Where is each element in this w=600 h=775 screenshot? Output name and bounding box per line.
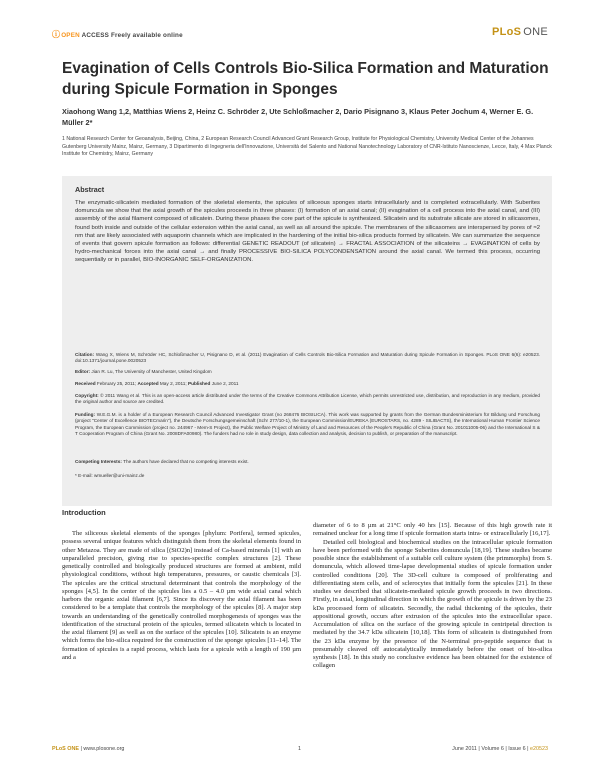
page-footer xyxy=(52,746,548,756)
abstract-text: The enzymatic-silicatein mediated formation of the skeletal elements, the spicules of siliceous sponges starts intracellularly and is completed extracellularly. With Suberites domuncula we show that the axial growth of the spicules proceeds in three phases: (I) formation of an axial canal; (II) evagination of a cell process into the axial canal, and (III) assembly of the axial filament composed of silicatein. During these phases the core part of the spicule is synthesized. Silicatein and its substrate silicate are stored in silicasomes, found both inside and outside of the cellular extension within the axial canal, as well as all around the spicule. The membranes of the silicasomes are interspersed by pores of ≈2 nm that are likely associated with aquaporin channels which are implicated in the hardening of the initial bio-silica products formed by silicatein. We can summarize the sequence of events that govern spicule formation as follows: differential GENETIC READOUT (of silicatein) → FRACTAL ASSOCIATION of the silicateins → EVAGINATION of cells by hydro-mechanical forces into the axial canal → and finally PROCESSIVE BIO-SILICA POLYCONDENSATION around the axial canal. We termed this process, occurring sequentially or in parallel, BIO-INORGANIC SELF-ORGANIZATION. xyxy=(75,200,540,264)
introduction-heading: Introduction xyxy=(62,508,106,517)
page-header xyxy=(52,28,548,44)
issue-info: June 2011 | Volume 6 | Issue 6 | e20523 xyxy=(452,746,548,752)
author-list: Xiaohong Wang 1,2, Matthias Wiens 2, Heinz C. Schröder 2, Ute Schloßmacher 2, Dario Pisignano 3, Klaus Peter Jochum 4, Werner E. G. Müller 2* xyxy=(62,107,534,127)
competing-interests-line: Competing Interests: The authors have declared that no competing interests exist. xyxy=(75,459,249,464)
page-number: 1 xyxy=(298,746,301,752)
dates-line: Received February 25, 2011; Accepted May 2, 2011; Published June 2, 2011 xyxy=(75,381,239,386)
paragraph: The siliceous skeletal elements of the sponges [phylum: Porifera], termed spicules, possess several unique features which distinguish them from the skeletal elements found in other Metazoa. They are made of silica [(SiO2)n] instead of Ca-based minerals [1] with an unparalleled precision, giving rise to species-specific complex structures [2]. These genetically controlled and biologically produced structures are formed at ambient, mild physiological conditions, without high temperatures, pressures, or caustic chemicals [3]. The spicules are the critical structural determinant that controls the morphology of the sponges [4,5]. In the center of the spicules lies a 0.5 – 4.0 µm wide axial canal which harbors the organic axial filament [6,7]. Since its discovery the axial filament has been considered to be a template that controls the morphology of the spicules [8]. A major step towards an understanding of the genetically controlled morphogenesis of sponges was the identification of the structural protein of the spicules, termed silicatein which is located in the axial filament [9] as well as on the surface of the spicules [10]. Silicatein is an enzyme which forms the bio-silica required for the construction of the sponge spicules [11–14]. The formation of spicules is a rapid process, which lasts for a spicule with a length of 190 µm and a xyxy=(62,530,301,661)
copyright-line: Copyright: © 2011 Wang et al. This is an open-access article distributed under the terms of the Creative Commons Attribution License, which permits unrestricted use, distribution, and reproduction in any medium, provided the original author and source are credited. xyxy=(75,393,540,405)
right-column xyxy=(313,522,552,671)
email-line[interactable]: * E-mail: wmueller@uni-mainz.de xyxy=(75,473,145,478)
citation-line: Citation: Wang X, Wiens M, Schröder HC, Schloßmacher U, Pisignano D, et al. (2011) Evagination of Cells Controls Bio-Silica Formation and Maturation during Spicule Formation in Sponges. PLoS ONE 6(6): e20523. doi:10.1371/journal.pone.0020523 xyxy=(75,352,540,364)
abstract-panel xyxy=(62,176,552,506)
open-access-badge: ⓘOPEN ACCESS Freely available online xyxy=(52,30,183,39)
paragraph: diameter of 6 to 8 µm at 21°C only 40 hrs [15]. Because of this high growth rate it remained unclear for a long time if spicule formation starts intra- or extracellularly [16,17]. xyxy=(313,522,552,538)
footer-journal: PLoS ONE | www.plosone.org xyxy=(52,746,125,752)
article-title: Evagination of Cells Controls Bio-Silica Formation and Maturation during Spicule Formation in Sponges xyxy=(62,60,549,98)
affiliations: 1 National Research Center for Geoanalysis, Beijing, China, 2 European Research Council Advanced Grant Research Group, Institute for Physiological Chemistry, University Medical Center of the Johannes Gutenberg University Mainz, Mainz, Germany, 3 Dipartimento di Ingegneria dell'Innovazione, Università del Salento and National Nanotechnology Laboratory of CNR-Istituto Nanoscienze, Lecce, Italy, 4 Max Planck Institute for Chemistry, Mainz, Germany xyxy=(62,136,552,158)
editor-line: Editor: Jian R. Lu, The University of Manchester, United Kingdom xyxy=(75,369,212,374)
paragraph: Detailed cell biological and biochemical studies on the intracellular spicule formation have been performed with the sponge Suberites domuncula [18,19]. These studies became possible since the establishment of a suitable cell culture system (the primmorphs) from S. domuncula, which allowed time-lapse developmental studies of spicule formation under controlled conditions [20]. The 3D-cell culture is composed of proliferating and differentiating stem cells, and of sclerocytes that initially form the spicules [21]. In these studies we described that silicatein-mediated spicule growth proceeds in two directions. Firstly, in axial, longitudinal direction in which the growth of the spicule is driven by the 23 kDa processed form of silicatein. Secondly, the radial thickening of the spicules, their appositional growth, occurs after extrusion of the spicules into the extracellular space. Accumulation of silica on the surface of the growing spicule in centripetal direction is mediated by the 34.7 kDa silicatein [10,18]. This form of silicatein is distinguished from the 23 kDa enzyme by the presence of the N-terminal pro-peptide sequence that is presumably cleaved off autocatalytically immediately before the onset of bio-silica synthesis [18]. In this study no conclusive evidence has been obtained for the existence of collagen xyxy=(313,538,552,670)
left-column xyxy=(62,530,301,662)
journal-logo: PLoS ONE xyxy=(491,26,548,38)
funding-line: Funding: W.E.G.M. is a holder of a European Research Council Advanced Investigator Grant (no 268476 BIOSILICA). This work was supported by grants from the German Bundesministerium für Bildung und Forschung (project "Center of Excellence BIOTECmarin"), the Deutsche Forschungsgemeinschaft (Schr 277/10-1), the European Commission/EUREKA (EUROSTARS, no. 4289 - SILIBACTS), the International Human Frontier Science Program, the European Commission (project no. 244967 - Mem-S Project), the Public Welfare Project of Ministry of Land and Resources of the People's Republic of China (Grant No. 201011005-06) and the International S & T Cooperation Program of China (Grant No. 2008DFA00980). The funders had no role in study design, data collection and analysis, decision to publish, or preparation of the manuscript. xyxy=(75,412,541,436)
abstract-heading: Abstract xyxy=(75,185,105,194)
open-lock-icon: ⓘ xyxy=(52,30,61,39)
